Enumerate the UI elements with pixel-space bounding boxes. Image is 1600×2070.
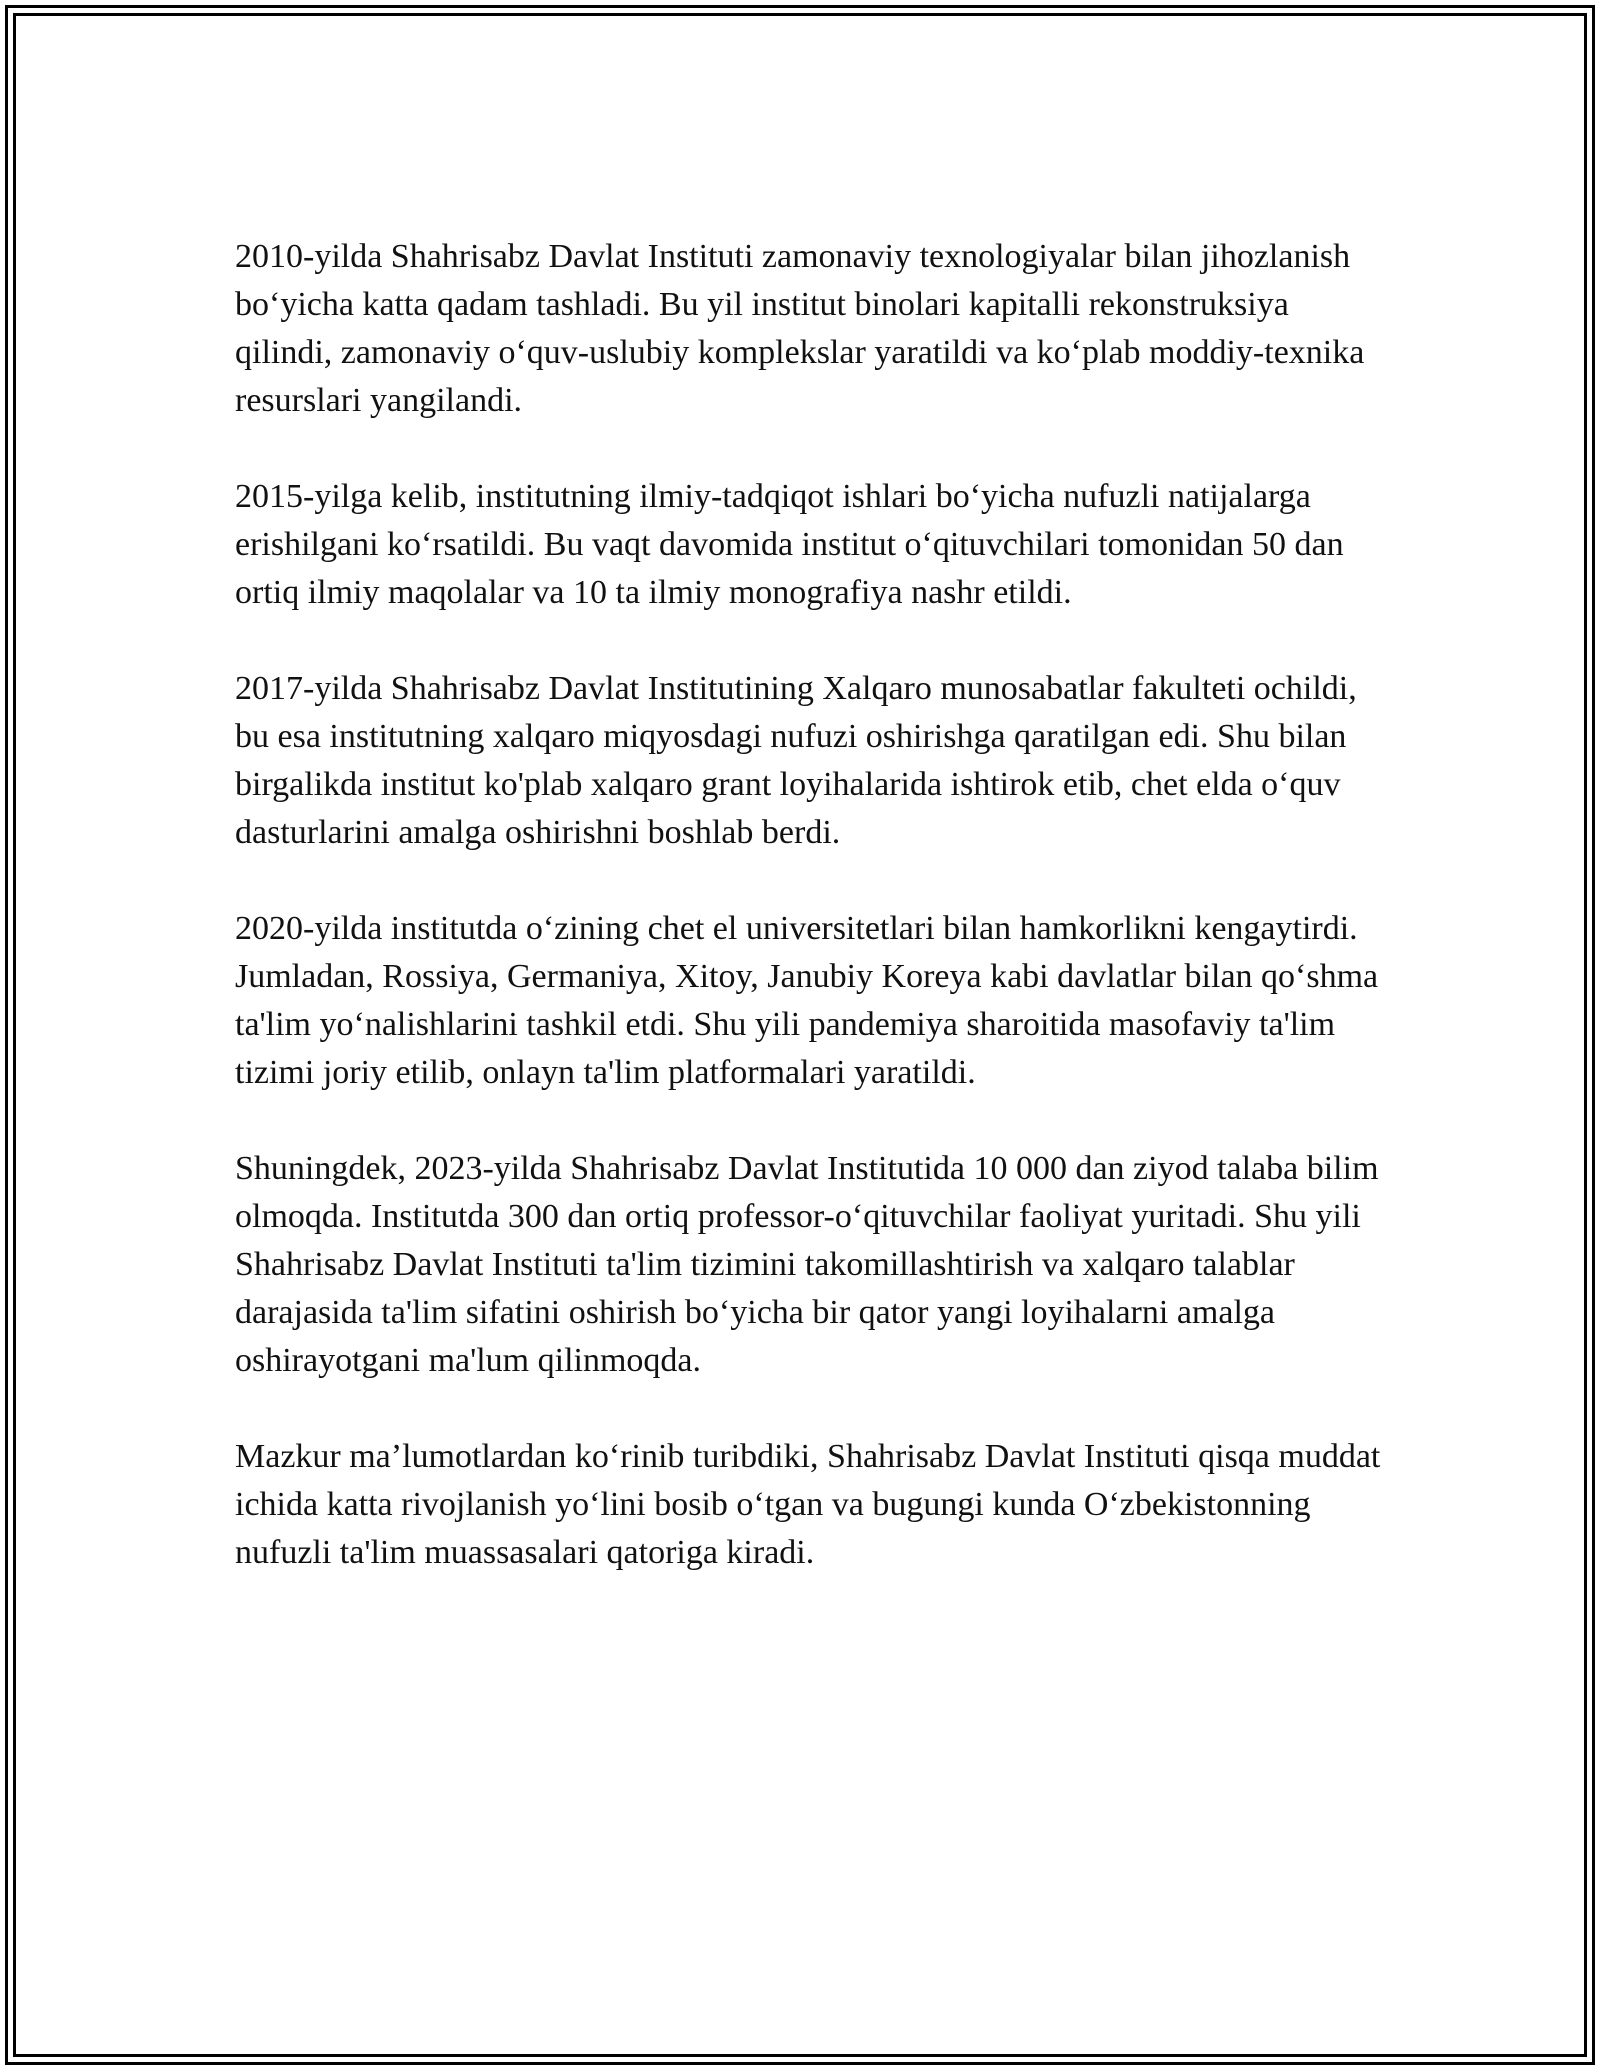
document-body	[235, 233, 1385, 1577]
paragraph-2020: 2020-yilda institutda o‘zining chet el universitetlari bilan hamkorlikni kengaytirdi. Jumladan, Rossiya, Germaniya, Xitoy, Janubiy Koreya kabi davlatlar bilan qo‘shma ta'lim yo‘nalishlarini tashkil etdi. Shu yili pandemiya sharoitida masofaviy ta'lim tizimi joriy etilib, onlayn ta'lim platformalari yaratildi.	[235, 910, 1379, 1091]
paragraph-conclusion: Mazkur ma’lumotlardan ko‘rinib turibdiki, Shahrisabz Davlat Instituti qisqa muddat ichida katta rivojlanish yo‘lini bosib o‘tgan va bugungi kunda O‘zbekistonning nufuzli ta'lim muassasalari qatoriga kiradi.	[235, 1438, 1381, 1571]
paragraph-2023: Shuningdek, 2023-yilda Shahrisabz Davlat Institutida 10 000 dan ziyod talaba bilim olmoqda. Institutda 300 dan ortiq professor-o‘qituvchilar faoliyat yuritadi. Shu yili Shahrisabz Davlat Instituti ta'lim tizimini takomillashtirish va xalqaro talablar darajasida ta'lim sifatini oshirish bo‘yicha bir qator yangi loyihalarni amalga oshirayotgani ma'lum qilinmoqda.	[235, 1150, 1379, 1379]
paragraph-2010: 2010-yilda Shahrisabz Davlat Instituti zamonaviy texnologiyalar bilan jihozlanish bo‘yicha katta qadam tashladi. Bu yil institut binolari kapitalli rekonstruksiya qilindi, zamonaviy o‘quv-uslubiy komplekslar yaratildi va ko‘plab moddiy-texnika resurslari yangilandi.	[235, 238, 1365, 419]
paragraph-2017: 2017-yilda Shahrisabz Davlat Institutining Xalqaro munosabatlar fakulteti ochildi, bu esa institutning xalqaro miqyosdagi nufuzi oshirishga qaratilgan edi. Shu bilan birgalikda institut ko'plab xalqaro grant loyihalarida ishtirok etib, chet elda o‘quv dasturlarini amalga oshirishni boshlab berdi.	[235, 670, 1357, 851]
paragraph-2015: 2015-yilga kelib, institutning ilmiy-tadqiqot ishlari bo‘yicha nufuzli natijalarga erishilgani ko‘rsatildi. Bu vaqt davomida institut o‘qituvchilari tomonidan 50 dan ortiq ilmiy maqolalar va 10 ta ilmiy monografiya nashr etildi.	[235, 478, 1344, 611]
